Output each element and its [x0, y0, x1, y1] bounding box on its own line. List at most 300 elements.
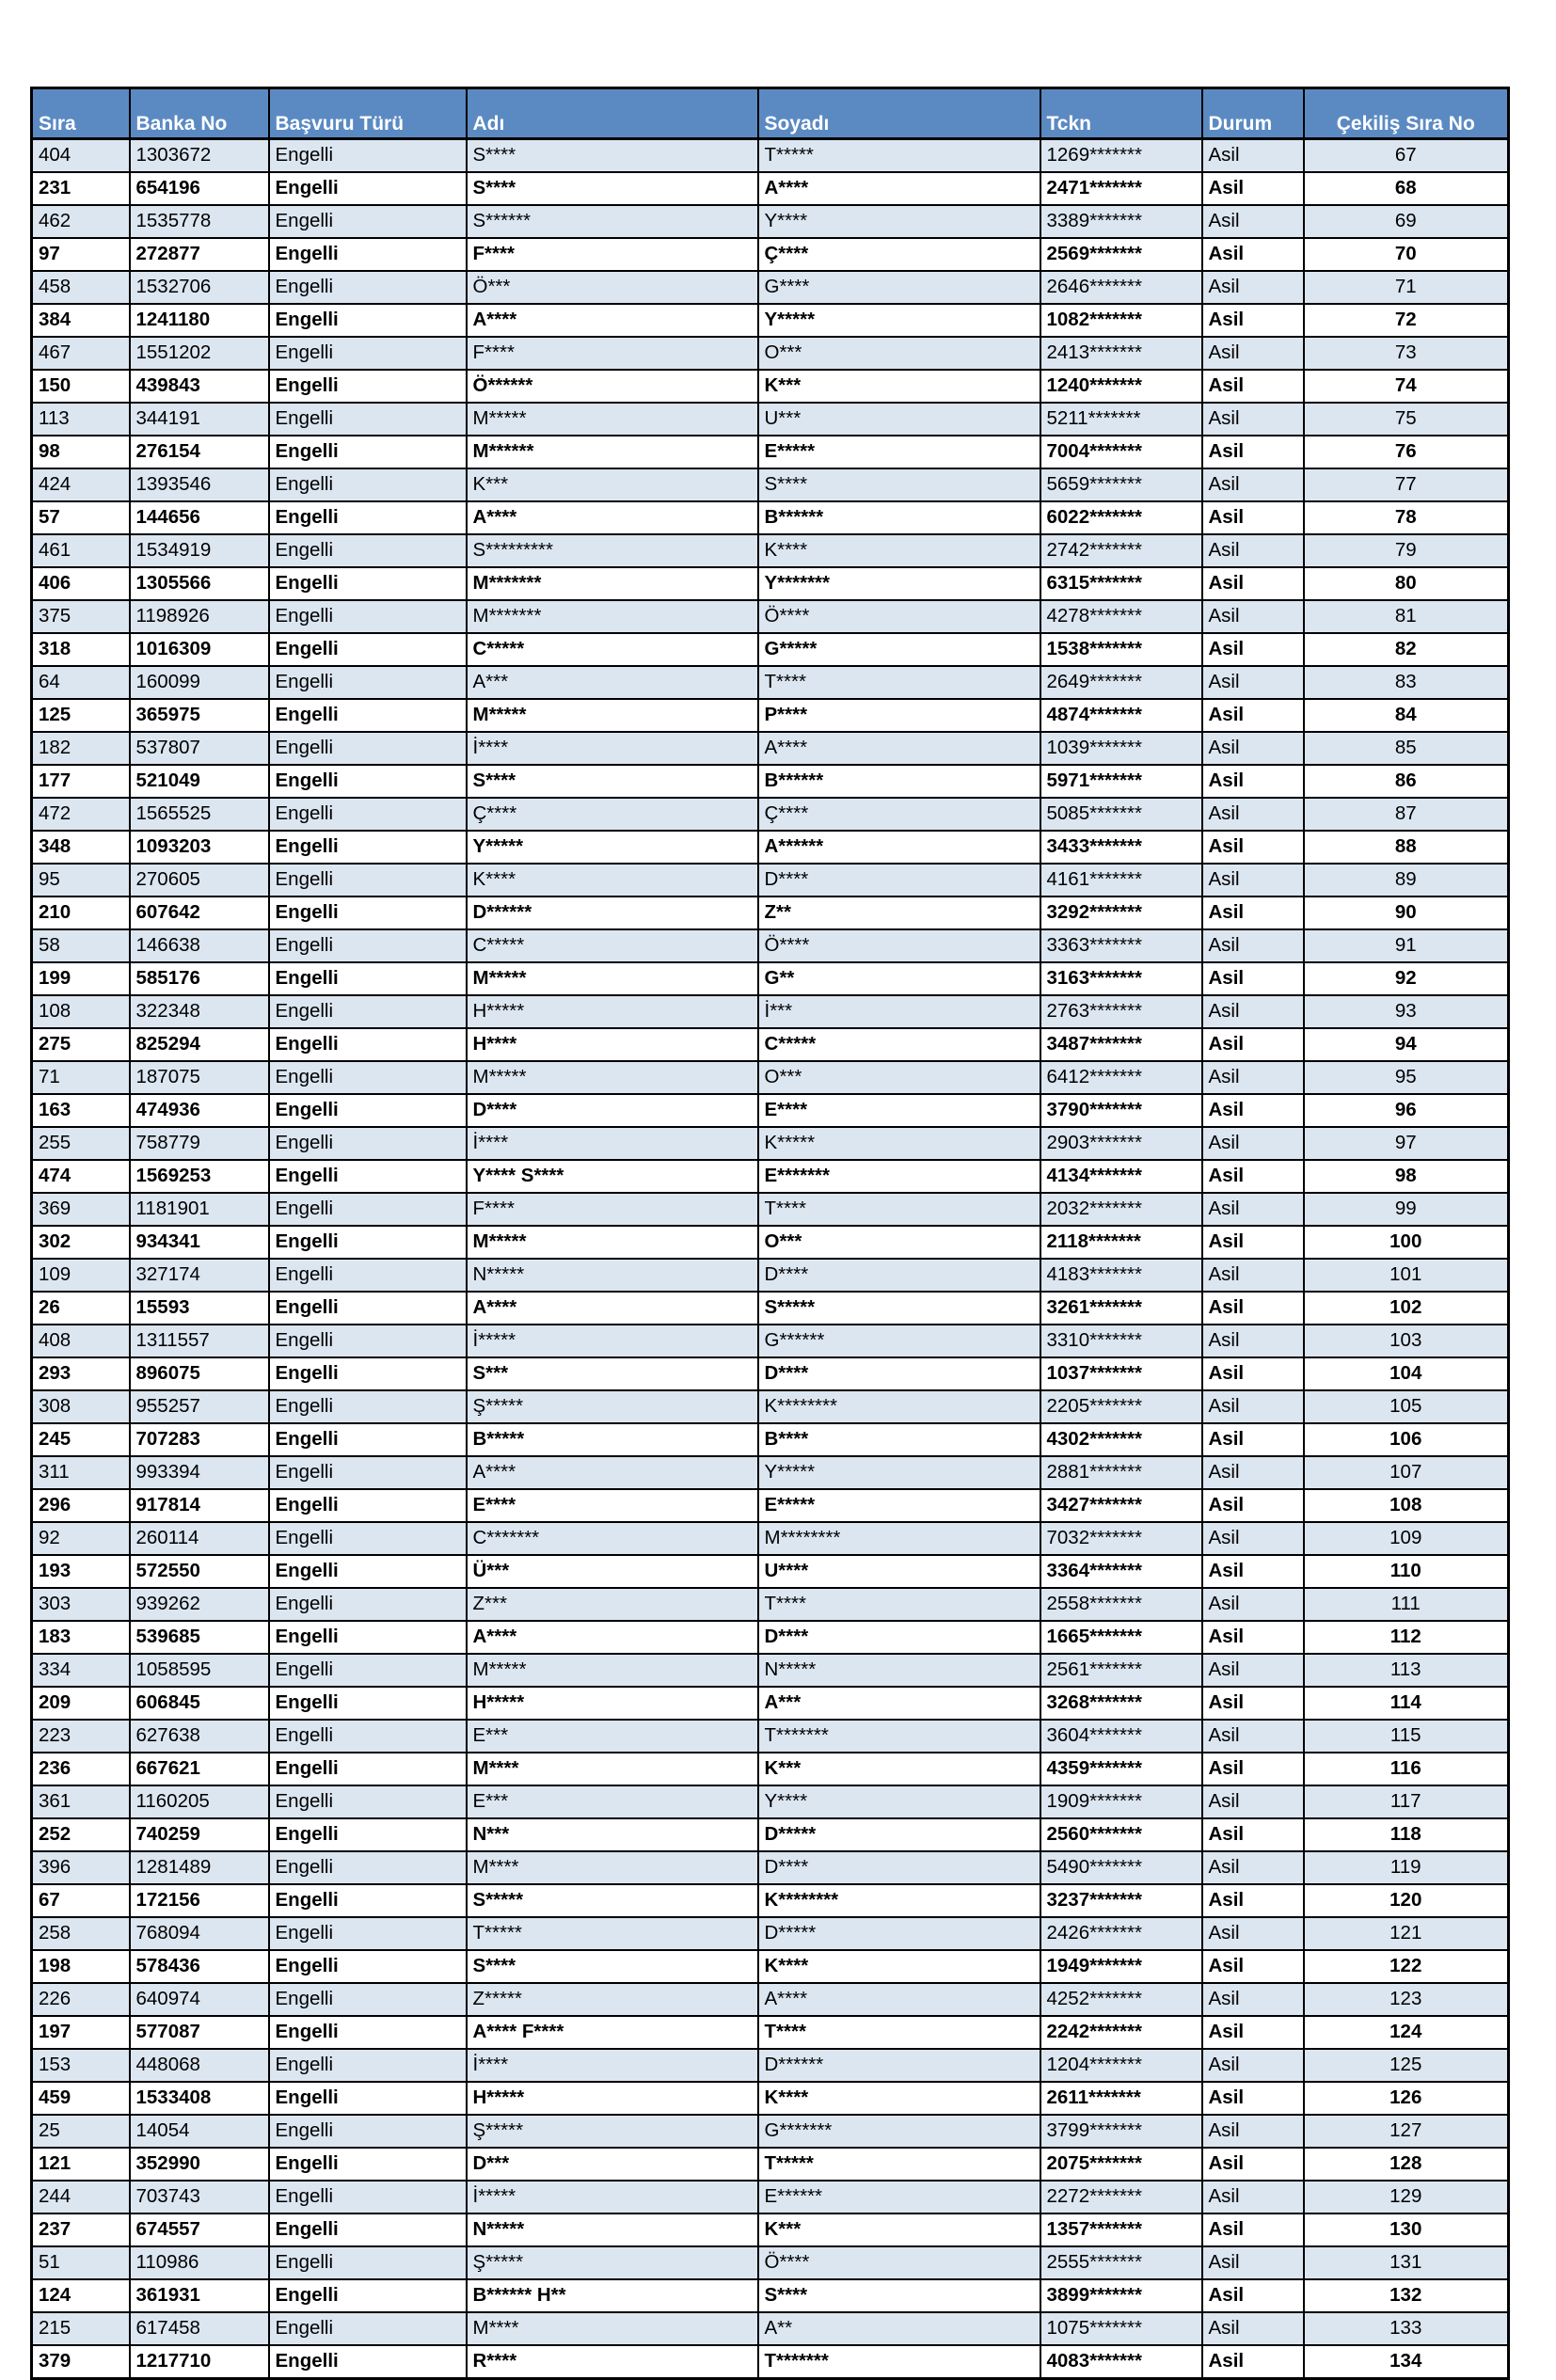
cell-cekilis: 105 [1304, 1390, 1509, 1423]
cell-cekilis: 114 [1304, 1687, 1509, 1720]
cell-basvuru: Engelli [269, 1160, 467, 1193]
table-row [32, 2345, 1509, 2379]
cell-sira: 244 [32, 2181, 130, 2213]
table-row [32, 1489, 1509, 1522]
cell-cekilis: 132 [1304, 2279, 1509, 2312]
cell-durum: Asil [1202, 1851, 1304, 1884]
table-row [32, 172, 1509, 205]
cell-basvuru: Engelli [269, 1357, 467, 1390]
cell-basvuru: Engelli [269, 1127, 467, 1160]
cell-sira: 379 [32, 2345, 130, 2379]
cell-tckn: 3799******* [1040, 2115, 1202, 2148]
cell-banka: 707283 [130, 1423, 269, 1456]
table-row [32, 699, 1509, 732]
cell-basvuru: Engelli [269, 1325, 467, 1357]
cell-banka: 361931 [130, 2279, 269, 2312]
cell-basvuru: Engelli [269, 1753, 467, 1785]
cell-soyadi: K*** [758, 1753, 1040, 1785]
table-row [32, 1851, 1509, 1884]
table-body [32, 139, 1509, 2379]
cell-basvuru: Engelli [269, 1917, 467, 1950]
cell-banka: 627638 [130, 1720, 269, 1753]
cell-durum: Asil [1202, 1456, 1304, 1489]
cell-basvuru: Engelli [269, 1423, 467, 1456]
cell-cekilis: 98 [1304, 1160, 1509, 1193]
cell-tckn: 5659******* [1040, 468, 1202, 501]
cell-banka: 1534919 [130, 534, 269, 567]
cell-sira: 58 [32, 929, 130, 962]
cell-basvuru: Engelli [269, 1390, 467, 1423]
table-row [32, 1028, 1509, 1061]
cell-adi: S***** [467, 1884, 758, 1917]
cell-basvuru: Engelli [269, 1226, 467, 1259]
cell-soyadi: T******* [758, 2345, 1040, 2379]
cell-basvuru: Engelli [269, 2312, 467, 2345]
cell-tckn: 3790******* [1040, 1094, 1202, 1127]
cell-soyadi: G**** [758, 271, 1040, 304]
cell-banka: 1533408 [130, 2082, 269, 2115]
cell-durum: Asil [1202, 403, 1304, 436]
cell-cekilis: 69 [1304, 205, 1509, 238]
cell-cekilis: 75 [1304, 403, 1509, 436]
cell-sira: 125 [32, 699, 130, 732]
cell-adi: D****** [467, 896, 758, 929]
cell-cekilis: 110 [1304, 1555, 1509, 1588]
cell-durum: Asil [1202, 1654, 1304, 1687]
cell-adi: Ü*** [467, 1555, 758, 1588]
cell-soyadi: Z** [758, 896, 1040, 929]
cell-cekilis: 133 [1304, 2312, 1509, 2345]
cell-basvuru: Engelli [269, 1687, 467, 1720]
table-row [32, 1423, 1509, 1456]
cell-durum: Asil [1202, 2312, 1304, 2345]
cell-soyadi: E***** [758, 436, 1040, 468]
cell-adi: C******* [467, 1522, 758, 1555]
cell-adi: D**** [467, 1094, 758, 1127]
cell-durum: Asil [1202, 699, 1304, 732]
cell-tckn: 5085******* [1040, 798, 1202, 831]
table-row [32, 2115, 1509, 2148]
cell-tckn: 1357******* [1040, 2213, 1202, 2246]
cell-basvuru: Engelli [269, 666, 467, 699]
cell-basvuru: Engelli [269, 2213, 467, 2246]
cell-banka: 1281489 [130, 1851, 269, 1884]
cell-tckn: 1082******* [1040, 304, 1202, 337]
column-header-soyadi: Soyadı [758, 88, 1040, 139]
table-row [32, 995, 1509, 1028]
cell-durum: Asil [1202, 2082, 1304, 2115]
cell-basvuru: Engelli [269, 1456, 467, 1489]
cell-cekilis: 113 [1304, 1654, 1509, 1687]
cell-tckn: 1949******* [1040, 1950, 1202, 1983]
cell-adi: B***** [467, 1423, 758, 1456]
table-row [32, 1127, 1509, 1160]
cell-banka: 578436 [130, 1950, 269, 1983]
cell-durum: Asil [1202, 2016, 1304, 2049]
cell-banka: 172156 [130, 1884, 269, 1917]
cell-tckn: 7004******* [1040, 436, 1202, 468]
table-row [32, 1753, 1509, 1785]
cell-cekilis: 125 [1304, 2049, 1509, 2082]
cell-basvuru: Engelli [269, 205, 467, 238]
cell-soyadi: K******** [758, 1884, 1040, 1917]
cell-soyadi: M******** [758, 1522, 1040, 1555]
cell-durum: Asil [1202, 2115, 1304, 2148]
cell-cekilis: 73 [1304, 337, 1509, 370]
cell-adi: İ***** [467, 2181, 758, 2213]
table-row [32, 2016, 1509, 2049]
cell-soyadi: Y***** [758, 1456, 1040, 1489]
cell-durum: Asil [1202, 666, 1304, 699]
cell-banka: 606845 [130, 1687, 269, 1720]
cell-adi: H***** [467, 2082, 758, 2115]
cell-adi: A**** F**** [467, 2016, 758, 2049]
cell-durum: Asil [1202, 337, 1304, 370]
cell-tckn: 2903******* [1040, 1127, 1202, 1160]
cell-basvuru: Engelli [269, 732, 467, 765]
cell-cekilis: 89 [1304, 864, 1509, 896]
cell-banka: 144656 [130, 501, 269, 534]
table-row [32, 1094, 1509, 1127]
cell-tckn: 7032******* [1040, 1522, 1202, 1555]
cell-adi: Ç**** [467, 798, 758, 831]
cell-adi: M***** [467, 1226, 758, 1259]
cell-sira: 98 [32, 436, 130, 468]
cell-durum: Asil [1202, 1423, 1304, 1456]
cell-adi: S**** [467, 172, 758, 205]
cell-tckn: 5490******* [1040, 1851, 1202, 1884]
cell-sira: 384 [32, 304, 130, 337]
cell-banka: 448068 [130, 2049, 269, 2082]
cell-basvuru: Engelli [269, 1654, 467, 1687]
cell-adi: S********* [467, 534, 758, 567]
cell-cekilis: 85 [1304, 732, 1509, 765]
cell-sira: 92 [32, 1522, 130, 1555]
cell-durum: Asil [1202, 1127, 1304, 1160]
cell-tckn: 2611******* [1040, 2082, 1202, 2115]
cell-basvuru: Engelli [269, 1193, 467, 1226]
cell-basvuru: Engelli [269, 2181, 467, 2213]
cell-cekilis: 108 [1304, 1489, 1509, 1522]
table-row [32, 139, 1509, 173]
cell-tckn: 2426******* [1040, 1917, 1202, 1950]
cell-durum: Asil [1202, 765, 1304, 798]
cell-sira: 258 [32, 1917, 130, 1950]
cell-adi: İ**** [467, 1127, 758, 1160]
table-row [32, 2148, 1509, 2181]
cell-adi: A**** [467, 501, 758, 534]
cell-sira: 199 [32, 962, 130, 995]
table-row [32, 271, 1509, 304]
cell-tckn: 6022******* [1040, 501, 1202, 534]
cell-banka: 260114 [130, 1522, 269, 1555]
cell-soyadi: G** [758, 962, 1040, 995]
table-row [32, 1226, 1509, 1259]
cell-tckn: 1037******* [1040, 1357, 1202, 1390]
cell-sira: 408 [32, 1325, 130, 1357]
cell-basvuru: Engelli [269, 1785, 467, 1818]
column-header-sira: Sıra [32, 88, 130, 139]
table-row [32, 1621, 1509, 1654]
cell-tckn: 3389******* [1040, 205, 1202, 238]
cell-tckn: 3261******* [1040, 1292, 1202, 1325]
table-row [32, 1522, 1509, 1555]
cell-adi: A**** [467, 304, 758, 337]
cell-durum: Asil [1202, 1028, 1304, 1061]
cell-sira: 361 [32, 1785, 130, 1818]
cell-banka: 521049 [130, 765, 269, 798]
cell-sira: 226 [32, 1983, 130, 2016]
cell-basvuru: Engelli [269, 567, 467, 600]
cell-banka: 667621 [130, 1753, 269, 1785]
cell-soyadi: P**** [758, 699, 1040, 732]
cell-sira: 183 [32, 1621, 130, 1654]
table-row [32, 238, 1509, 271]
cell-soyadi: D**** [758, 1259, 1040, 1292]
cell-adi: M**** [467, 1753, 758, 1785]
table-row [32, 534, 1509, 567]
cell-banka: 1016309 [130, 633, 269, 666]
cell-adi: M****** [467, 436, 758, 468]
table-row [32, 468, 1509, 501]
cell-basvuru: Engelli [269, 1522, 467, 1555]
cell-soyadi: D****** [758, 2049, 1040, 2082]
cell-tckn: 3310******* [1040, 1325, 1202, 1357]
cell-banka: 1241180 [130, 304, 269, 337]
cell-basvuru: Engelli [269, 534, 467, 567]
cell-banka: 768094 [130, 1917, 269, 1950]
cell-basvuru: Engelli [269, 2115, 467, 2148]
cell-basvuru: Engelli [269, 962, 467, 995]
cell-soyadi: B****** [758, 765, 1040, 798]
header-row [32, 88, 1509, 139]
table-row [32, 2049, 1509, 2082]
cell-tckn: 2569******* [1040, 238, 1202, 271]
table-row [32, 831, 1509, 864]
cell-tckn: 3433******* [1040, 831, 1202, 864]
cell-soyadi: C***** [758, 1028, 1040, 1061]
cell-cekilis: 76 [1304, 436, 1509, 468]
cell-tckn: 2272******* [1040, 2181, 1202, 2213]
cell-durum: Asil [1202, 1094, 1304, 1127]
cell-durum: Asil [1202, 831, 1304, 864]
cell-soyadi: Y******* [758, 567, 1040, 600]
cell-durum: Asil [1202, 1226, 1304, 1259]
cell-cekilis: 130 [1304, 2213, 1509, 2246]
cell-durum: Asil [1202, 1884, 1304, 1917]
cell-basvuru: Engelli [269, 798, 467, 831]
cell-soyadi: O*** [758, 337, 1040, 370]
cell-adi: A*** [467, 666, 758, 699]
cell-durum: Asil [1202, 1390, 1304, 1423]
cell-adi: M******* [467, 600, 758, 633]
table-row [32, 798, 1509, 831]
cell-cekilis: 112 [1304, 1621, 1509, 1654]
cell-sira: 177 [32, 765, 130, 798]
cell-banka: 640974 [130, 1983, 269, 2016]
cell-cekilis: 87 [1304, 798, 1509, 831]
cell-banka: 352990 [130, 2148, 269, 2181]
cell-basvuru: Engelli [269, 600, 467, 633]
cell-cekilis: 104 [1304, 1357, 1509, 1390]
table-row [32, 2181, 1509, 2213]
table-row [32, 896, 1509, 929]
cell-durum: Asil [1202, 1785, 1304, 1818]
cell-banka: 1160205 [130, 1785, 269, 1818]
cell-soyadi: T**** [758, 666, 1040, 699]
cell-cekilis: 82 [1304, 633, 1509, 666]
cell-basvuru: Engelli [269, 1094, 467, 1127]
cell-soyadi: Ç**** [758, 798, 1040, 831]
cell-adi: F**** [467, 337, 758, 370]
cell-banka: 1181901 [130, 1193, 269, 1226]
table-row [32, 633, 1509, 666]
cell-durum: Asil [1202, 2049, 1304, 2082]
cell-cekilis: 107 [1304, 1456, 1509, 1489]
cell-cekilis: 131 [1304, 2246, 1509, 2279]
cell-banka: 1093203 [130, 831, 269, 864]
cell-cekilis: 83 [1304, 666, 1509, 699]
cell-durum: Asil [1202, 896, 1304, 929]
cell-cekilis: 88 [1304, 831, 1509, 864]
cell-cekilis: 94 [1304, 1028, 1509, 1061]
cell-sira: 215 [32, 2312, 130, 2345]
cell-banka: 654196 [130, 172, 269, 205]
cell-basvuru: Engelli [269, 238, 467, 271]
cell-tckn: 2646******* [1040, 271, 1202, 304]
cell-sira: 459 [32, 2082, 130, 2115]
table-row [32, 567, 1509, 600]
cell-cekilis: 127 [1304, 2115, 1509, 2148]
cell-tckn: 4183******* [1040, 1259, 1202, 1292]
table-row [32, 2246, 1509, 2279]
table-row [32, 2312, 1509, 2345]
cell-banka: 758779 [130, 1127, 269, 1160]
cell-durum: Asil [1202, 1061, 1304, 1094]
cell-tckn: 2032******* [1040, 1193, 1202, 1226]
cell-durum: Asil [1202, 238, 1304, 271]
cell-tckn: 2558******* [1040, 1588, 1202, 1621]
cell-cekilis: 122 [1304, 1950, 1509, 1983]
cell-sira: 308 [32, 1390, 130, 1423]
cell-adi: H**** [467, 1028, 758, 1061]
cell-basvuru: Engelli [269, 304, 467, 337]
cell-banka: 1565525 [130, 798, 269, 831]
table-row [32, 1061, 1509, 1094]
cell-soyadi: E***** [758, 1489, 1040, 1522]
cell-tckn: 2118******* [1040, 1226, 1202, 1259]
cell-adi: M**** [467, 2312, 758, 2345]
table-row [32, 436, 1509, 468]
cell-tckn: 2649******* [1040, 666, 1202, 699]
cell-cekilis: 67 [1304, 139, 1509, 173]
cell-adi: S****** [467, 205, 758, 238]
cell-basvuru: Engelli [269, 633, 467, 666]
cell-basvuru: Engelli [269, 271, 467, 304]
cell-banka: 1305566 [130, 567, 269, 600]
cell-adi: Y***** [467, 831, 758, 864]
cell-basvuru: Engelli [269, 765, 467, 798]
cell-adi: Ş***** [467, 1390, 758, 1423]
column-header-tckn: Tckn [1040, 88, 1202, 139]
cell-banka: 674557 [130, 2213, 269, 2246]
cell-soyadi: E**** [758, 1094, 1040, 1127]
cell-basvuru: Engelli [269, 1621, 467, 1654]
cell-cekilis: 72 [1304, 304, 1509, 337]
cell-tckn: 2763******* [1040, 995, 1202, 1028]
cell-sira: 121 [32, 2148, 130, 2181]
table-row [32, 1884, 1509, 1917]
cell-sira: 296 [32, 1489, 130, 1522]
cell-banka: 276154 [130, 436, 269, 468]
cell-basvuru: Engelli [269, 1555, 467, 1588]
cell-tckn: 3292******* [1040, 896, 1202, 929]
cell-tckn: 2560******* [1040, 1818, 1202, 1851]
cell-tckn: 3363******* [1040, 929, 1202, 962]
cell-basvuru: Engelli [269, 403, 467, 436]
cell-banka: 1393546 [130, 468, 269, 501]
cell-sira: 150 [32, 370, 130, 403]
cell-soyadi: Ö**** [758, 929, 1040, 962]
cell-sira: 95 [32, 864, 130, 896]
cell-adi: C***** [467, 633, 758, 666]
cell-banka: 934341 [130, 1226, 269, 1259]
cell-basvuru: Engelli [269, 1983, 467, 2016]
cell-cekilis: 118 [1304, 1818, 1509, 1851]
cell-tckn: 4302******* [1040, 1423, 1202, 1456]
table-row [32, 732, 1509, 765]
cell-basvuru: Engelli [269, 2148, 467, 2181]
cell-soyadi: K*** [758, 370, 1040, 403]
cell-durum: Asil [1202, 1687, 1304, 1720]
cell-durum: Asil [1202, 172, 1304, 205]
table-row [32, 765, 1509, 798]
cell-sira: 334 [32, 1654, 130, 1687]
cell-banka: 1311557 [130, 1325, 269, 1357]
cell-cekilis: 126 [1304, 2082, 1509, 2115]
cell-basvuru: Engelli [269, 864, 467, 896]
cell-banka: 1569253 [130, 1160, 269, 1193]
column-header-durum: Durum [1202, 88, 1304, 139]
cell-banka: 537807 [130, 732, 269, 765]
table-row [32, 864, 1509, 896]
cell-banka: 160099 [130, 666, 269, 699]
table-row [32, 1983, 1509, 2016]
cell-adi: S*** [467, 1357, 758, 1390]
cell-adi: F**** [467, 1193, 758, 1226]
cell-basvuru: Engelli [269, 2279, 467, 2312]
cell-tckn: 3163******* [1040, 962, 1202, 995]
cell-durum: Asil [1202, 1950, 1304, 1983]
cell-basvuru: Engelli [269, 337, 467, 370]
cell-banka: 917814 [130, 1489, 269, 1522]
cell-cekilis: 77 [1304, 468, 1509, 501]
cell-basvuru: Engelli [269, 172, 467, 205]
cell-durum: Asil [1202, 271, 1304, 304]
cell-cekilis: 100 [1304, 1226, 1509, 1259]
cell-sira: 458 [32, 271, 130, 304]
cell-basvuru: Engelli [269, 1028, 467, 1061]
cell-soyadi: T***** [758, 139, 1040, 173]
cell-banka: 344191 [130, 403, 269, 436]
cell-sira: 198 [32, 1950, 130, 1983]
cell-tckn: 2881******* [1040, 1456, 1202, 1489]
cell-adi: Ş***** [467, 2115, 758, 2148]
cell-adi: E*** [467, 1785, 758, 1818]
cell-banka: 439843 [130, 370, 269, 403]
cell-cekilis: 115 [1304, 1720, 1509, 1753]
cell-sira: 108 [32, 995, 130, 1028]
